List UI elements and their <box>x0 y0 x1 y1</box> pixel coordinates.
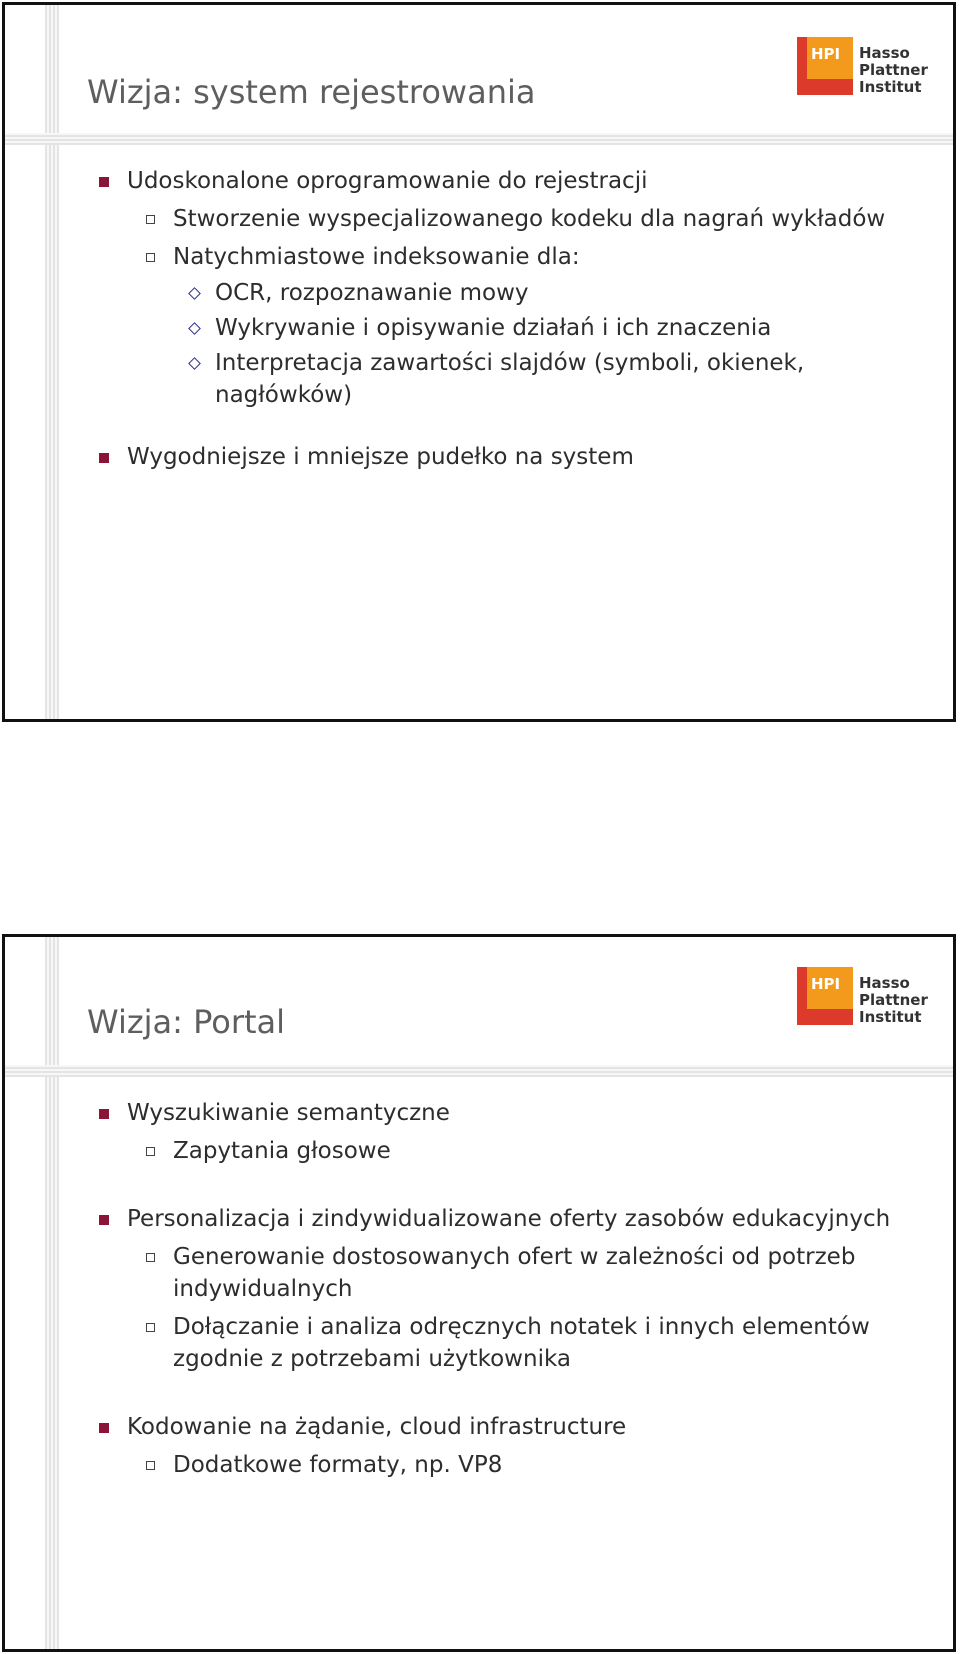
hollow-square-bullet-icon <box>146 1147 155 1156</box>
bullet-item: Wygodniejsze i mniejsze pudełko na system <box>95 441 933 473</box>
square-bullet-icon <box>99 1109 109 1119</box>
slide-body <box>95 1097 933 1481</box>
sub-bullet-item: Stworzenie wyspecjalizowanego kodeku dla nagrań wykładów <box>141 203 933 235</box>
square-bullet-icon <box>99 453 109 463</box>
hollow-square-bullet-icon <box>146 1323 155 1332</box>
bullet-item: Wyszukiwanie semantyczne <box>95 1097 933 1129</box>
slide-body <box>95 165 933 473</box>
slide-stripe-vertical <box>45 937 59 1649</box>
sub-bullet-item: Dodatkowe formaty, np. VP8 <box>141 1449 933 1481</box>
hollow-square-bullet-icon <box>146 215 155 224</box>
sub-sub-bullet-item: Wykrywanie i opisywanie działań i ich znaczenia <box>187 312 933 344</box>
diamond-bullet-icon <box>188 287 201 300</box>
slide-stripe-vertical <box>45 5 59 719</box>
slide-1 <box>2 2 956 722</box>
hpi-logo: HPI Hasso Plattner Institut <box>797 967 927 1027</box>
square-bullet-icon <box>99 1215 109 1225</box>
bullet-item: Kodowanie na żądanie, cloud infrastructure <box>95 1411 933 1443</box>
bullet-item: Udoskonalone oprogramowanie do rejestracji <box>95 165 933 197</box>
sub-bullet-item: Generowanie dostosowanych ofert w zależności od potrzeb indywidualnych <box>141 1241 873 1305</box>
square-bullet-icon <box>99 177 109 187</box>
slide-stripe-horizontal <box>5 133 953 145</box>
hpi-logo: HPI Hasso Plattner Institut <box>797 37 927 97</box>
slide-title: Wizja: system rejestrowania <box>87 73 536 111</box>
hollow-square-bullet-icon <box>146 253 155 262</box>
sub-sub-bullet-item: OCR, rozpoznawanie mowy <box>187 277 933 309</box>
diamond-bullet-icon <box>188 357 201 370</box>
sub-bullet-item: Dołączanie i analiza odręcznych notatek i innych elementów zgodnie z potrzebami użytkownika <box>141 1311 903 1375</box>
sub-sub-bullet-item: Interpretacja zawartości slajdów (symboli, okienek, nagłówków) <box>187 347 865 411</box>
sub-bullet-item: Natychmiastowe indeksowanie dla: <box>141 241 933 273</box>
square-bullet-icon <box>99 1423 109 1433</box>
hollow-square-bullet-icon <box>146 1461 155 1470</box>
sub-bullet-item: Zapytania głosowe <box>141 1135 933 1167</box>
bullet-item: Personalizacja i zindywidualizowane oferty zasobów edukacyjnych <box>95 1203 933 1235</box>
diamond-bullet-icon <box>188 322 201 335</box>
slide-2 <box>2 934 956 1652</box>
slide-stripe-horizontal <box>5 1065 953 1077</box>
slide-title: Wizja: Portal <box>87 1003 286 1041</box>
hollow-square-bullet-icon <box>146 1253 155 1262</box>
